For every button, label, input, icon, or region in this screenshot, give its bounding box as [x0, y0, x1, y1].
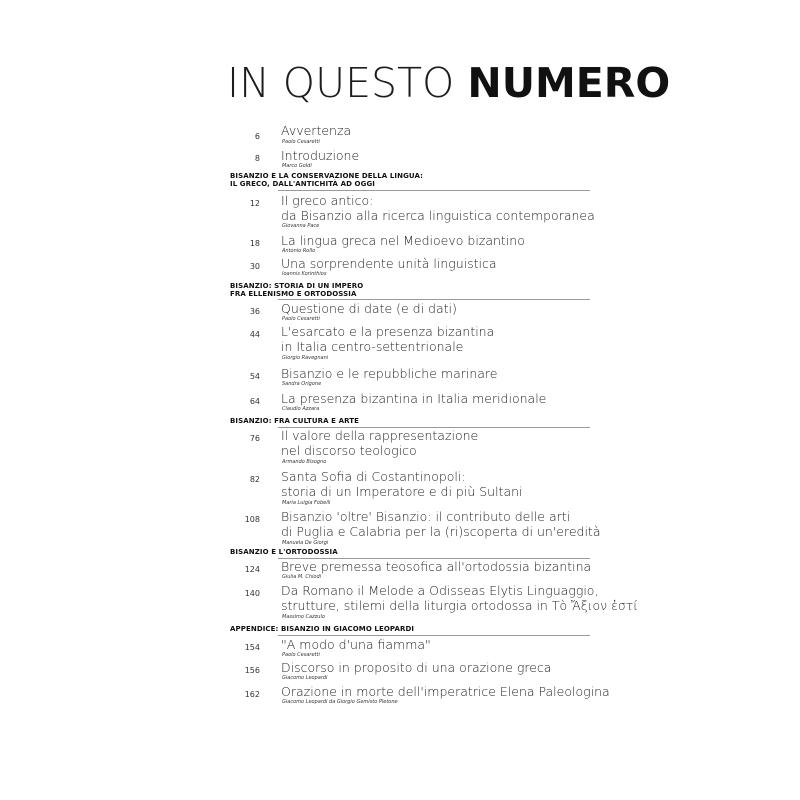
- section-divider: [278, 190, 590, 191]
- page-number: 108: [244, 515, 260, 524]
- entry-title-line1: La presenza bizantina in Italia meridionale: [281, 391, 547, 406]
- entry-title-line1: Una sorprendente unità linguistica: [281, 256, 497, 271]
- entry-author: Paolo Cesaretti: [282, 652, 320, 658]
- entry-author: Paolo Cesaretti: [282, 316, 320, 322]
- entry-author: Manuela De Giorgi: [282, 540, 329, 546]
- entry-title-line1: Orazione in morte dell'imperatrice Elena Paleologina: [281, 684, 610, 699]
- entry-author: Giacomo Leopardi da Giorgio Gemisto Pletone: [282, 699, 398, 705]
- entry-author: Marco Goldi: [282, 163, 312, 169]
- entry-author: Giulia M. Chiodi: [282, 574, 322, 580]
- entry-title-line2: da Bisanzio alla ricerca linguistica contemporanea: [281, 208, 595, 223]
- page-number: 8: [254, 154, 260, 163]
- entry-author: Ioannis Korinthios: [282, 271, 327, 277]
- entry-author: Paolo Cesaretti: [282, 139, 320, 145]
- section-heading-line: BISANZIO: STORIA DI UN IMPERO: [230, 282, 364, 290]
- entry-title-line2: di Puglia e Calabria per la (ri)scoperta di un'eredità: [281, 524, 601, 539]
- page-number: 44: [249, 330, 260, 339]
- section-heading: [230, 417, 359, 425]
- entry-title-line1: Da Romano il Melode a Odisseas Elytis Linguaggio,: [281, 583, 599, 598]
- section-heading: [230, 548, 338, 556]
- entry-title-line1: Bisanzio 'oltre' Bisanzio: il contributo delle arti: [281, 509, 571, 524]
- page-number: 36: [249, 307, 260, 316]
- entry-title-line1: Il valore della rappresentazione: [281, 428, 479, 443]
- page-number: 30: [249, 262, 260, 271]
- entry-author: Giovanna Pace: [282, 223, 320, 229]
- page-number: 6: [254, 132, 260, 141]
- entry-title-line1: L'esarcato e la presenza bizantina: [281, 324, 495, 339]
- entry-title-line1: Questione di date (e di dati): [281, 301, 457, 316]
- section-heading: [230, 282, 363, 298]
- entry-title-line1: Santa Sofia di Costantinopoli:: [281, 469, 466, 484]
- page-number: 124: [244, 565, 260, 574]
- section-heading-line: APPENDICE: BISANZIO IN GIACOMO LEOPARDI: [230, 625, 415, 633]
- entry-title-line2: nel discorso teologico: [281, 443, 417, 458]
- entry-title-line1: Breve premessa teosofica all'ortodossia bizantina: [281, 559, 592, 574]
- section-heading-line: BISANZIO E LA CONSERVAZIONE DELLA LINGUA:: [230, 172, 424, 180]
- section-divider: [278, 299, 590, 300]
- entry-author: Giacomo Leopardi: [282, 675, 328, 681]
- entry-author: Giorgio Ravegnani: [282, 355, 329, 361]
- entry-title-line1: La lingua greca nel Medioevo bizantino: [281, 233, 525, 248]
- entry-title-line2: strutture, stilemi della liturgia ortodossa in Τὸ Ἄξιον ἐστί: [281, 598, 639, 613]
- entry-title-line2: storia di un Imperatore e di più Sultani: [281, 484, 523, 499]
- entry-title: Avvertenza: [281, 123, 352, 138]
- page-number: 140: [244, 589, 260, 598]
- entry-author: Claudio Azzara: [282, 406, 320, 412]
- page-number: 156: [244, 666, 260, 675]
- page-title-light: IN QUESTO: [227, 59, 455, 107]
- section-heading: [230, 172, 423, 188]
- page-number: 54: [249, 372, 260, 381]
- page-number: 154: [244, 643, 260, 652]
- page-number: 76: [249, 434, 260, 443]
- entry-author: Sandra Origone: [282, 381, 322, 387]
- page-number: 12: [249, 199, 260, 208]
- entry-title-line1: Discorso in proposito di una orazione greca: [281, 660, 552, 675]
- entry-title: Introduzione: [281, 148, 360, 163]
- page-number: 82: [249, 475, 260, 484]
- page-title-bold: NUMERO: [467, 59, 671, 107]
- entry-author: Armando Bisogno: [282, 459, 327, 465]
- section-heading-line: BISANZIO E L'ORTODOSSIA: [230, 548, 338, 556]
- section-heading-line: FRA ELLENISMO E ORTODOSSIA: [230, 290, 357, 298]
- section-heading-line: BISANZIO: FRA CULTURA E ARTE: [230, 417, 360, 425]
- page-number: 64: [249, 397, 260, 406]
- entry-author: Massimo Cazzulo: [282, 614, 325, 620]
- entry-author: Maria Luigia Fobelli: [282, 500, 331, 506]
- section-divider: [278, 635, 590, 636]
- page-number: 162: [244, 690, 260, 699]
- section-heading-line: IL GRECO, DALL'ANTICHITÀ AD OGGI: [230, 180, 375, 188]
- entry-title-line2: in Italia centro-settentrionale: [281, 339, 464, 354]
- entry-title-line1: "A modo d'una fiamma": [281, 637, 431, 652]
- page-number: 18: [249, 239, 260, 248]
- entry-author: Antonio Rollo: [282, 248, 316, 254]
- entry-title-line1: Bisanzio e le repubbliche marinare: [281, 366, 498, 381]
- entry-title-line1: Il greco antico:: [281, 193, 374, 208]
- section-heading: [230, 625, 414, 633]
